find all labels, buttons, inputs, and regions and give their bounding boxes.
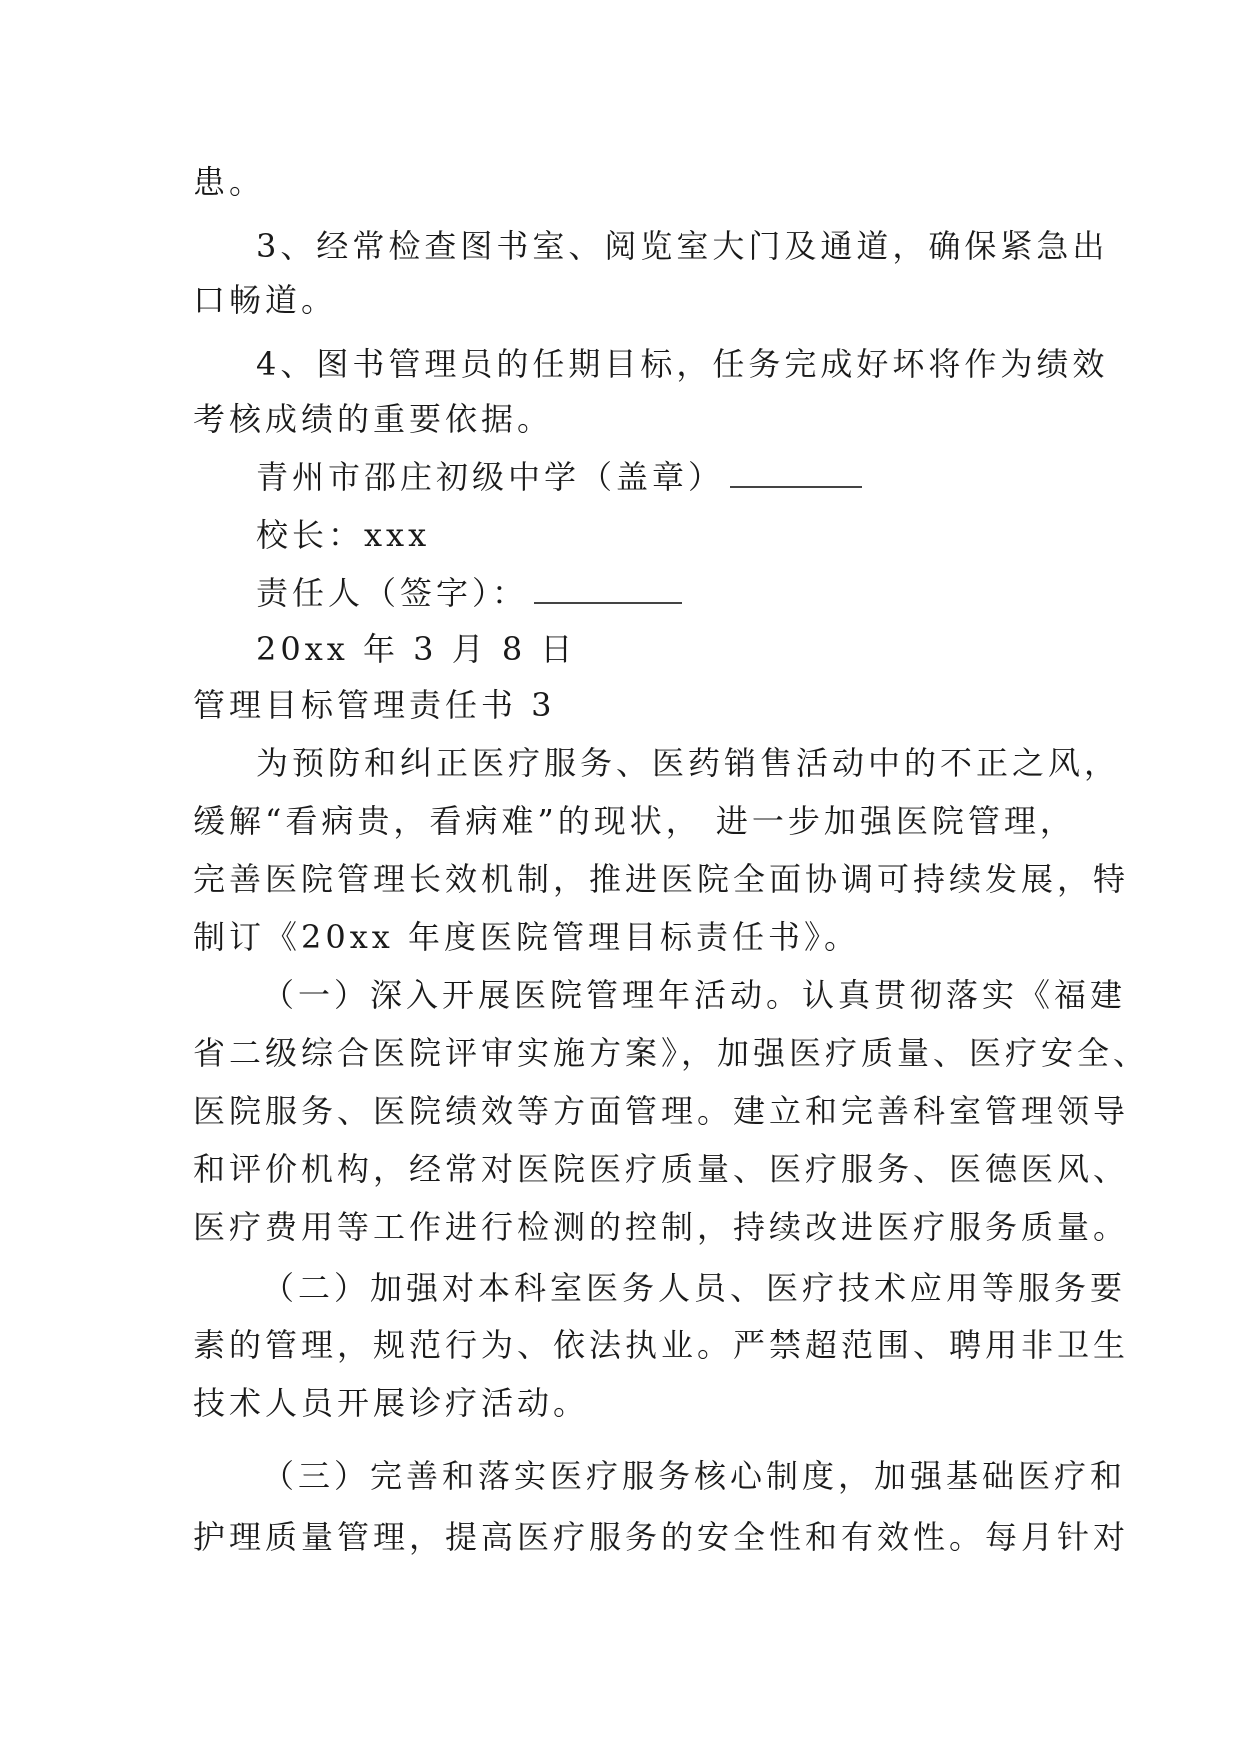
school-seal-label: 青州市邵庄初级中学（盖章） (256, 458, 725, 496)
responsible-label: 责任人（签字）： (256, 574, 529, 612)
text-line: 和评价机构，经常对医院医疗质量、医疗服务、医德医风、 (193, 1150, 1130, 1188)
principal-line: 校长：xxx (256, 516, 431, 554)
text-line: 完善医院管理长效机制，推进医院全面协调可持续发展，特 (193, 860, 1130, 898)
text-line: 3、经常检查图书室、阅览室大门及通道，确保紧急出 (256, 227, 1109, 265)
signature-blank (534, 576, 682, 604)
text-line: （三）完善和落实医疗服务核心制度，加强基础医疗和 (262, 1457, 1127, 1495)
text-line: （一）深入开展医院管理年活动。认真贯彻落实《福建 (262, 976, 1127, 1014)
seal-blank (730, 460, 862, 488)
text-line: （二）加强对本科室医务人员、医疗技术应用等服务要 (262, 1269, 1127, 1307)
text-line: 制订《20xx 年度医院管理目标责任书》。 (193, 918, 860, 956)
text-line: 口畅道。 (193, 281, 338, 319)
text-line: 护理质量管理，提高医疗服务的安全性和有效性。每月针对 (193, 1518, 1130, 1556)
date-line: 20xx 年 3 月 8 日 (256, 630, 577, 668)
text-line: 缓解“看病贵，看病难”的现状， 进一步加强医院管理， (193, 802, 1076, 840)
section-title: 管理目标管理责任书 3 (193, 686, 556, 724)
signature-responsible-line (256, 573, 682, 613)
text-line: 医院服务、医院绩效等方面管理。建立和完善科室管理领导 (193, 1092, 1130, 1130)
text-line: 患。 (193, 163, 266, 201)
text-line: 技术人员开展诊疗活动。 (193, 1384, 590, 1422)
text-line: 素的管理，规范行为、依法执业。严禁超范围、聘用非卫生 (193, 1326, 1130, 1364)
text-line: 医疗费用等工作进行检测的控制，持续改进医疗服务质量。 (193, 1208, 1130, 1246)
text-line: 4、图书管理员的任期目标，任务完成好坏将作为绩效 (256, 345, 1109, 383)
text-line: 省二级综合医院评审实施方案》，加强医疗质量、医疗安全、 (193, 1034, 1150, 1072)
signature-school-line (256, 457, 862, 497)
text-line: 考核成绩的重要依据。 (193, 400, 554, 438)
text-line: 为预防和纠正医疗服务、医药销售活动中的不正之风， (256, 744, 1121, 782)
